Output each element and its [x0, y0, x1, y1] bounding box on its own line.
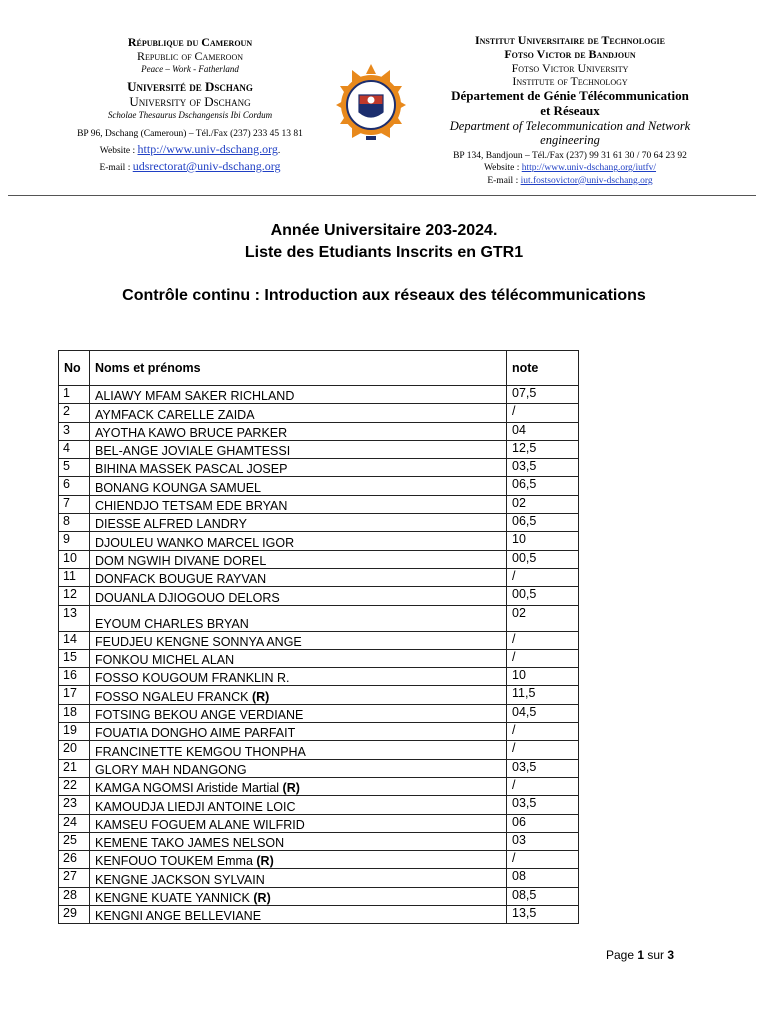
grade-cell: / [507, 568, 579, 586]
right-website-link[interactable]: http://www.univ-dschang.org/iutfv/ [521, 163, 657, 174]
student-name: DONFACK BOUGUE RAYVAN [95, 572, 267, 587]
table-row [59, 649, 579, 667]
table-row [59, 668, 579, 686]
grade-cell: 04,5 [507, 704, 579, 722]
student-name: FOUATIA DONGHO AIME PARFAIT [95, 726, 296, 741]
row-number: 20 [59, 741, 90, 759]
student-name: KAMGA NGOMSI Aristide Martial [95, 781, 283, 796]
grade-cell: 10 [507, 668, 579, 686]
student-name: KEMENE TAKO JAMES NELSON [95, 836, 285, 851]
table-row [59, 796, 579, 814]
grade-cell: 02 [507, 495, 579, 513]
column-header-no: No [59, 351, 90, 386]
grade-cell: 06 [507, 814, 579, 832]
student-name-cell [90, 587, 507, 605]
table-row [59, 440, 579, 458]
table-row [59, 704, 579, 722]
page-label: Page [606, 948, 638, 962]
row-number: 29 [59, 906, 90, 924]
row-number: 4 [59, 440, 90, 458]
grade-cell: / [507, 723, 579, 741]
student-name-cell [90, 386, 507, 404]
row-number: 18 [59, 704, 90, 722]
student-name-cell [90, 777, 507, 795]
student-name-cell [90, 906, 507, 924]
table-row [59, 532, 579, 550]
row-number: 3 [59, 422, 90, 440]
row-number: 22 [59, 777, 90, 795]
student-name-cell [90, 704, 507, 722]
row-number: 28 [59, 887, 90, 905]
table-row [59, 887, 579, 905]
repeater-tag: (R) [253, 891, 271, 906]
student-name: KENGNE KUATE YANNICK [95, 891, 254, 906]
row-number: 23 [59, 796, 90, 814]
country-en: Republic of Cameroon [136, 48, 243, 63]
table-row [59, 404, 579, 422]
grade-cell: 03,5 [507, 459, 579, 477]
left-contact [40, 128, 340, 174]
grade-cell: / [507, 649, 579, 667]
row-number: 25 [59, 832, 90, 850]
country-fr: République du Cameroun [127, 35, 253, 49]
repeater-tag: (R) [251, 689, 270, 704]
student-name: BIHINA MASSEK PASCAL JOSEP [95, 462, 288, 477]
grade-cell: 10 [507, 532, 579, 550]
grade-cell: 08 [507, 869, 579, 887]
student-name: KAMOUDJA LIEDJI ANTOINE LOIC [95, 799, 296, 814]
student-name: DOM NGWIH DIVANE DOREL [95, 553, 267, 568]
student-name-cell [90, 814, 507, 832]
grade-cell: 13,5 [507, 906, 579, 924]
student-name: ALIAWY MFAM SAKER RICHLAND [95, 389, 295, 404]
institute-en-2: Institute of Technology [512, 74, 628, 89]
table-row [59, 741, 579, 759]
institute-name: Institut Universitaire de Technologie [474, 33, 666, 47]
header-divider [8, 195, 756, 196]
student-name-cell [90, 869, 507, 887]
table-row [59, 906, 579, 924]
student-name: FOTSING BEKOU ANGE VERDIANE [95, 708, 304, 723]
row-number: 24 [59, 814, 90, 832]
table-row [59, 814, 579, 832]
table-row [59, 459, 579, 477]
university-en: University of Dschang [129, 93, 251, 109]
grade-cell: / [507, 741, 579, 759]
student-name: KAMSEU FOGUEM ALANE WILFRID [95, 817, 305, 832]
table-row [59, 587, 579, 605]
table-row [59, 386, 579, 404]
page-footer [606, 948, 674, 962]
student-name-cell [90, 668, 507, 686]
right-email-label: E-mail : [487, 175, 521, 186]
grade-cell: 07,5 [507, 386, 579, 404]
table-row [59, 869, 579, 887]
student-grades-table [58, 350, 579, 924]
university-motto: Scholae Thesaurus Dschangensis Ibi Cordum [107, 109, 273, 120]
student-name: DOUANLA DJIOGOUO DELORS [95, 590, 280, 605]
row-number: 2 [59, 404, 90, 422]
row-number: 5 [59, 459, 90, 477]
grade-cell: / [507, 777, 579, 795]
student-name-cell [90, 568, 507, 586]
student-name: CHIENDJO TETSAM EDE BRYAN [95, 499, 288, 514]
student-name: BEL-ANGE JOVIALE GHAMTESSI [95, 444, 291, 459]
table-row [59, 568, 579, 586]
row-number: 9 [59, 532, 90, 550]
student-name: FONKOU MICHEL ALAN [95, 653, 235, 668]
column-header-note: note [507, 351, 579, 386]
table-row [59, 759, 579, 777]
right-contact [420, 150, 720, 187]
row-number: 26 [59, 851, 90, 869]
department-en: Department of Telecommunication and Network engineering [449, 119, 691, 148]
institute-en-1: Fotso Victor University [511, 60, 629, 75]
page-number: 1 [637, 948, 645, 962]
student-name-cell [90, 759, 507, 777]
row-number: 1 [59, 386, 90, 404]
student-name-cell [90, 422, 507, 440]
student-name-cell [90, 851, 507, 869]
student-name: FEUDJEU KENGNE SONNYA ANGE [95, 634, 302, 649]
table-row [59, 851, 579, 869]
student-name-cell [90, 649, 507, 667]
row-number: 8 [59, 514, 90, 532]
repeater-tag: (R) [282, 781, 300, 796]
left-website-line [40, 141, 340, 158]
left-website-link[interactable]: http://www.univ-dschang.org [137, 141, 278, 156]
student-name: AYOTHA KAWO BRUCE PARKER [95, 425, 288, 440]
table-row [59, 495, 579, 513]
right-website-line [420, 162, 720, 174]
grade-cell: 12,5 [507, 440, 579, 458]
grade-cell: 08,5 [507, 887, 579, 905]
row-number: 14 [59, 631, 90, 649]
country-motto: Peace – Work - Fatherland [141, 63, 239, 74]
student-name: EYOUM CHARLES BRYAN [95, 616, 249, 631]
university-emblem-icon [332, 62, 410, 148]
grade-cell: 02 [507, 605, 579, 631]
right-address: BP 134, Bandjoun – Tél./Fax (237) 99 31 61 30 / 70 64 23 92 [453, 150, 687, 161]
student-name: FRANCINETTE KEMGOU THONPHA [95, 744, 306, 759]
row-number: 10 [59, 550, 90, 568]
grade-cell: / [507, 851, 579, 869]
student-name-cell [90, 514, 507, 532]
table-row [59, 605, 579, 631]
student-list-title: Liste des Etudiants Inscrits en GTR1 [244, 244, 524, 261]
student-name: FOSSO NGALEU FRANCK [95, 689, 252, 704]
table-row [59, 686, 579, 704]
student-name: BONANG KOUNGA SAMUEL [95, 480, 262, 495]
page-of-label: sur [644, 948, 668, 962]
institute-location: Fotso Victor de Bandjoun [504, 46, 636, 61]
row-number: 11 [59, 568, 90, 586]
column-header-name: Noms et prénoms [90, 351, 507, 386]
left-website-suffix: . [277, 145, 281, 156]
table-row [59, 477, 579, 495]
table-row [59, 550, 579, 568]
grade-cell: 00,5 [507, 587, 579, 605]
student-name-cell [90, 605, 507, 631]
student-name-cell [90, 495, 507, 513]
university-fr: Université de Dschang [127, 78, 253, 94]
course-title: Contrôle continu : Introduction aux réseaux des télécommunications [122, 287, 646, 304]
header-right [420, 34, 720, 187]
row-number: 15 [59, 649, 90, 667]
left-email-line [40, 158, 340, 175]
student-name-cell [90, 404, 507, 422]
student-name: DIESSE ALFRED LANDRY [95, 517, 247, 532]
table-row [59, 422, 579, 440]
student-name-cell [90, 440, 507, 458]
right-email-link[interactable]: iut.fostsovictor@univ-dschang.org [520, 175, 653, 186]
student-name-cell [90, 723, 507, 741]
student-name-cell [90, 631, 507, 649]
row-number: 6 [59, 477, 90, 495]
table-row [59, 832, 579, 850]
student-name-cell [90, 532, 507, 550]
student-name-cell [90, 477, 507, 495]
student-name: KENGNE JACKSON SYLVAIN [95, 872, 265, 887]
grade-cell: 06,5 [507, 514, 579, 532]
row-number: 21 [59, 759, 90, 777]
grade-cell: 04 [507, 422, 579, 440]
left-email-link[interactable]: udsrectorat@univ-dschang.org [132, 158, 281, 173]
grade-cell: 00,5 [507, 550, 579, 568]
student-name-cell [90, 832, 507, 850]
grade-cell: 03,5 [507, 759, 579, 777]
grade-cell: 03,5 [507, 796, 579, 814]
left-website-label: Website : [99, 145, 138, 156]
row-number: 7 [59, 495, 90, 513]
student-name-cell [90, 887, 507, 905]
grade-cell: 03 [507, 832, 579, 850]
student-name-cell [90, 741, 507, 759]
student-name-cell [90, 686, 507, 704]
page-total: 3 [667, 948, 675, 962]
table-row [59, 777, 579, 795]
right-email-line [420, 175, 720, 187]
row-number: 19 [59, 723, 90, 741]
grade-cell: 06,5 [507, 477, 579, 495]
student-name: KENGNI ANGE BELLEVIANE [95, 909, 262, 924]
left-address: BP 96, Dschang (Cameroun) – Tél./Fax (237) 233 45 13 81 [77, 129, 303, 140]
row-number: 16 [59, 668, 90, 686]
department-fr-1: Département de Génie Télécommunication [451, 88, 689, 104]
department-fr-2: et Réseaux [540, 103, 600, 119]
row-number: 27 [59, 869, 90, 887]
header-left [40, 36, 340, 175]
table-row [59, 723, 579, 741]
student-name: KENFOUO TOUKEM Emma [95, 854, 257, 869]
student-name: GLORY MAH NDANGONG [95, 762, 247, 777]
grade-cell: / [507, 404, 579, 422]
student-name: DJOULEU WANKO MARCEL IGOR [95, 535, 295, 550]
student-name: AYMFACK CARELLE ZAIDA [95, 407, 255, 422]
right-website-label: Website : [483, 163, 522, 174]
table-header-row [59, 351, 579, 386]
grade-cell: / [507, 631, 579, 649]
academic-year-title: Année Universitaire 203-2024. [270, 222, 498, 239]
table-row [59, 514, 579, 532]
left-email-label: E-mail : [99, 162, 133, 173]
student-name-cell [90, 796, 507, 814]
row-number: 17 [59, 686, 90, 704]
row-number: 12 [59, 587, 90, 605]
repeater-tag: (R) [256, 854, 274, 869]
grade-cell: 11,5 [507, 686, 579, 704]
student-name-cell [90, 550, 507, 568]
table-row [59, 631, 579, 649]
student-name: FOSSO KOUGOUM FRANKLIN R. [95, 671, 290, 686]
row-number: 13 [59, 605, 90, 631]
student-name-cell [90, 459, 507, 477]
